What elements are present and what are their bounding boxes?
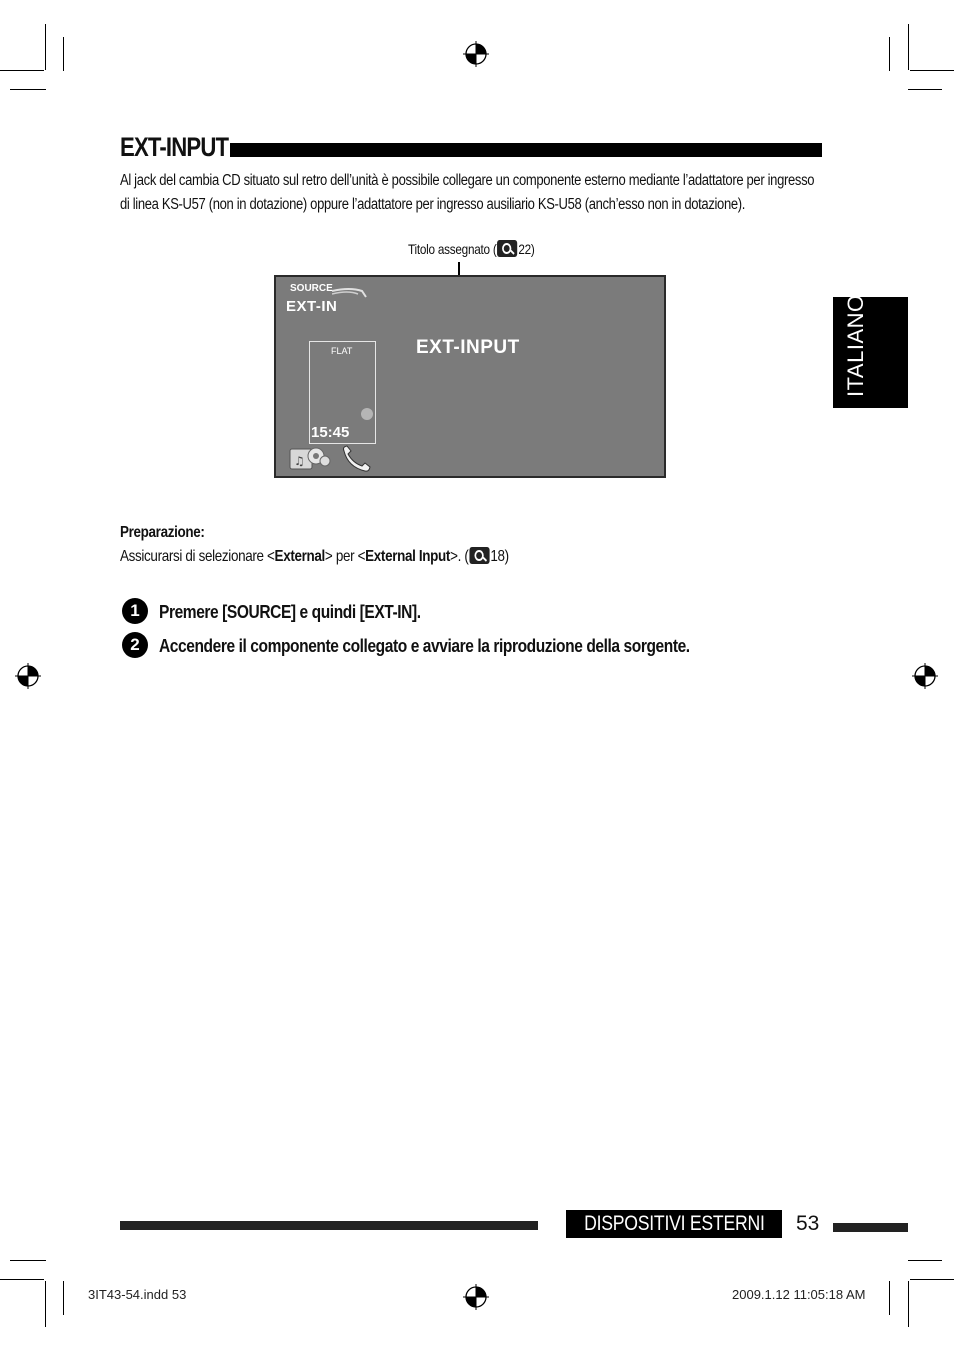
screen-info-panel <box>309 341 376 444</box>
callout-label <box>408 240 535 257</box>
prep-setting-2: External Input <box>365 548 451 565</box>
screen-eq-preset: FLAT <box>331 346 353 356</box>
prep-setting-1: External <box>274 548 325 565</box>
crop-mark <box>908 1281 909 1327</box>
crop-mark <box>45 1281 46 1327</box>
crop-mark <box>63 1281 64 1315</box>
footer-rule <box>833 1223 908 1232</box>
crop-mark <box>908 1260 942 1261</box>
language-tab <box>833 294 908 408</box>
preparation-text <box>120 547 509 566</box>
phone-icon[interactable] <box>338 443 376 473</box>
step-number: 2 <box>122 632 148 658</box>
crop-mark <box>908 24 909 70</box>
crop-mark <box>889 1281 890 1315</box>
crop-mark <box>10 1260 46 1261</box>
footer-section-label <box>566 1210 782 1238</box>
screen-assigned-title: EXT-INPUT <box>416 337 520 358</box>
crop-mark <box>0 1279 44 1280</box>
step-text: Premere [SOURCE] e quindi [EXT-IN]. <box>159 601 421 622</box>
crop-mark <box>908 89 942 90</box>
registration-mark-icon <box>912 663 938 689</box>
preparation-heading: Preparazione: <box>120 524 205 541</box>
crop-mark <box>910 70 954 71</box>
crop-mark <box>45 24 46 70</box>
page-title: EXT-INPUT <box>120 132 229 162</box>
intro-paragraph <box>120 169 820 216</box>
language-tab-label: ITALIANO <box>843 294 868 397</box>
page-number: 53 <box>796 1212 820 1235</box>
crop-mark <box>10 89 46 90</box>
crop-mark <box>889 37 890 71</box>
cable-icon <box>332 285 368 301</box>
screen-source-label: SOURCE <box>290 283 333 294</box>
screen-source-value: EXT-IN <box>286 298 338 315</box>
callout-text: Titolo assegnato ( <box>408 241 497 257</box>
callout-ref: 22) <box>518 241 535 257</box>
registration-mark-icon <box>15 663 41 689</box>
prep-ref: 18) <box>490 548 509 565</box>
intro-text: Al jack del cambia CD situato sul retro dell’unità è possibile collegare un componente esterno mediante l’adattatore per ingresso di linea KS-U57 (non in dotazione) oppure l’adattatore per ingresso ausiliario KS-U58 (anch’esso non in dotazione). <box>120 172 815 213</box>
prep-text-after: >. ( <box>450 548 469 565</box>
bluetooth-icon <box>361 408 373 420</box>
magnifier-icon <box>497 240 517 257</box>
registration-mark-icon <box>463 1284 489 1310</box>
display-screen <box>274 275 666 478</box>
slug-file: 3IT43-54.indd 53 <box>88 1287 187 1302</box>
slug-timestamp: 2009.1.12 11:05:18 AM <box>732 1287 866 1302</box>
step-number: 1 <box>122 598 148 624</box>
step-text: Accendere il componente collegato e avviare la riproduzione della sorgente. <box>159 635 690 656</box>
magnifier-icon <box>469 547 489 564</box>
prep-text-before: Assicurarsi di selezionare < <box>120 548 275 565</box>
svg-text:♫: ♫ <box>294 454 305 468</box>
settings-icon[interactable] <box>288 443 332 473</box>
crop-mark <box>0 70 44 71</box>
registration-mark-icon <box>463 41 489 67</box>
title-rule <box>230 143 822 157</box>
footer-rule <box>120 1221 538 1230</box>
crop-mark <box>63 37 64 71</box>
prep-text-mid: > per < <box>324 548 366 565</box>
crop-mark <box>910 1279 954 1280</box>
screen-clock: 15:45 <box>311 424 350 441</box>
footer-section-text: DISPOSITIVI ESTERNI <box>584 1212 765 1235</box>
